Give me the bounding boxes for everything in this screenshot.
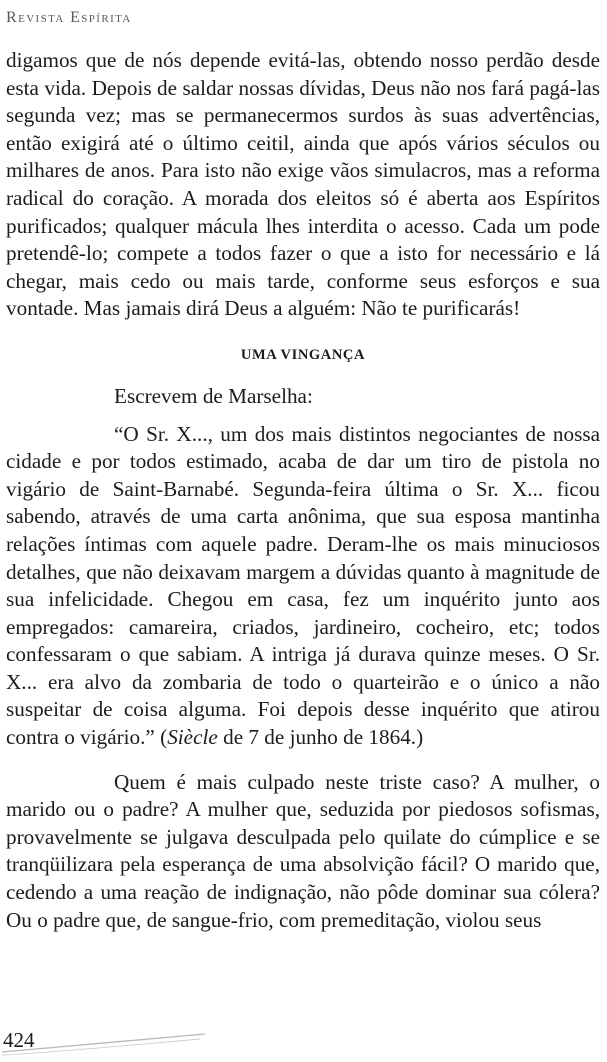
quoted-news-paragraph [6,421,600,752]
source-date: de 7 de junho de 1864.) [217,725,424,750]
quote-text: “O Sr. X..., um dos mais distintos negociantes de nossa cidade e por todos estimado, acaba de dar um tiro de pistola no vigário de Saint-Barnabé. Segunda-feira última o Sr. X... ficou sabendo, através de uma carta anônima, que sua esposa mantinha relações íntimas com aquele padre. Deram-lhe os mais minuciosos detalhes, que não deixavam margem a dúvidas quanto à magnitude de sua infelicidade. Chegou em casa, fez um inquérito junto aos empregados: camareira, criados, jardineiro, cocheiro, etc; todos confessaram o que sabiam. A intriga já durava quinze meses. O Sr. X... era alvo da zombaria de todo o quarteirão e o único a não suspeitar de coisa alguma. Foi depois desse inquérito que atirou contra o vigário.” [6,421,600,750]
source-open: ( [154,725,168,750]
commentary-paragraph: Quem é mais culpado neste triste caso? A mulher, o marido ou o padre? A mulher que, seduzida por piedosos sofismas, provavelmente se julgava desculpada pelo quilate do cúmplice e se tranqüilizara pela esperança de uma absolvição fácil? O marido que, cedendo a uma reação de indignação, não pôde dominar sua cólera? Ou o padre que, de sangue-frio, com premeditação, violou seus [6,769,600,932]
spacer [6,752,600,769]
running-head: Revista Espírita [6,9,132,26]
page-number: 424 [3,1028,35,1052]
intro-line: Escrevem de Marselha: [114,383,313,408]
section-title: UMA VINGANÇA [240,346,366,363]
page-body [6,47,600,934]
spacer [6,411,600,421]
source-journal: Siècle [167,725,218,750]
paragraph-continuation: digamos que de nós depende evitá-las, obtendo nosso perdão desde esta vida. Depois de saldar nossas dívidas, Deus não nos fará pagá-las segunda vez; mas se permanecermos surdos às suas advertências, então exigirá até o último ceitil, ainda que após vários séculos ou milhares de anos. Para isto não exige vãos simulacros, mas a reforma radical do coração. A morada dos eleitos só é aberta aos Espíritos purificados; qualquer mácula lhes interdita o acesso. Cada um pode pretendê-lo; compete a todos fazer o que a isto for necessário e lá chegar, mais cedo ou mais tarde, conforme seus esforços e sua vontade. Mas jamais dirá Deus a alguém: Não te purificarás! [6,48,600,321]
